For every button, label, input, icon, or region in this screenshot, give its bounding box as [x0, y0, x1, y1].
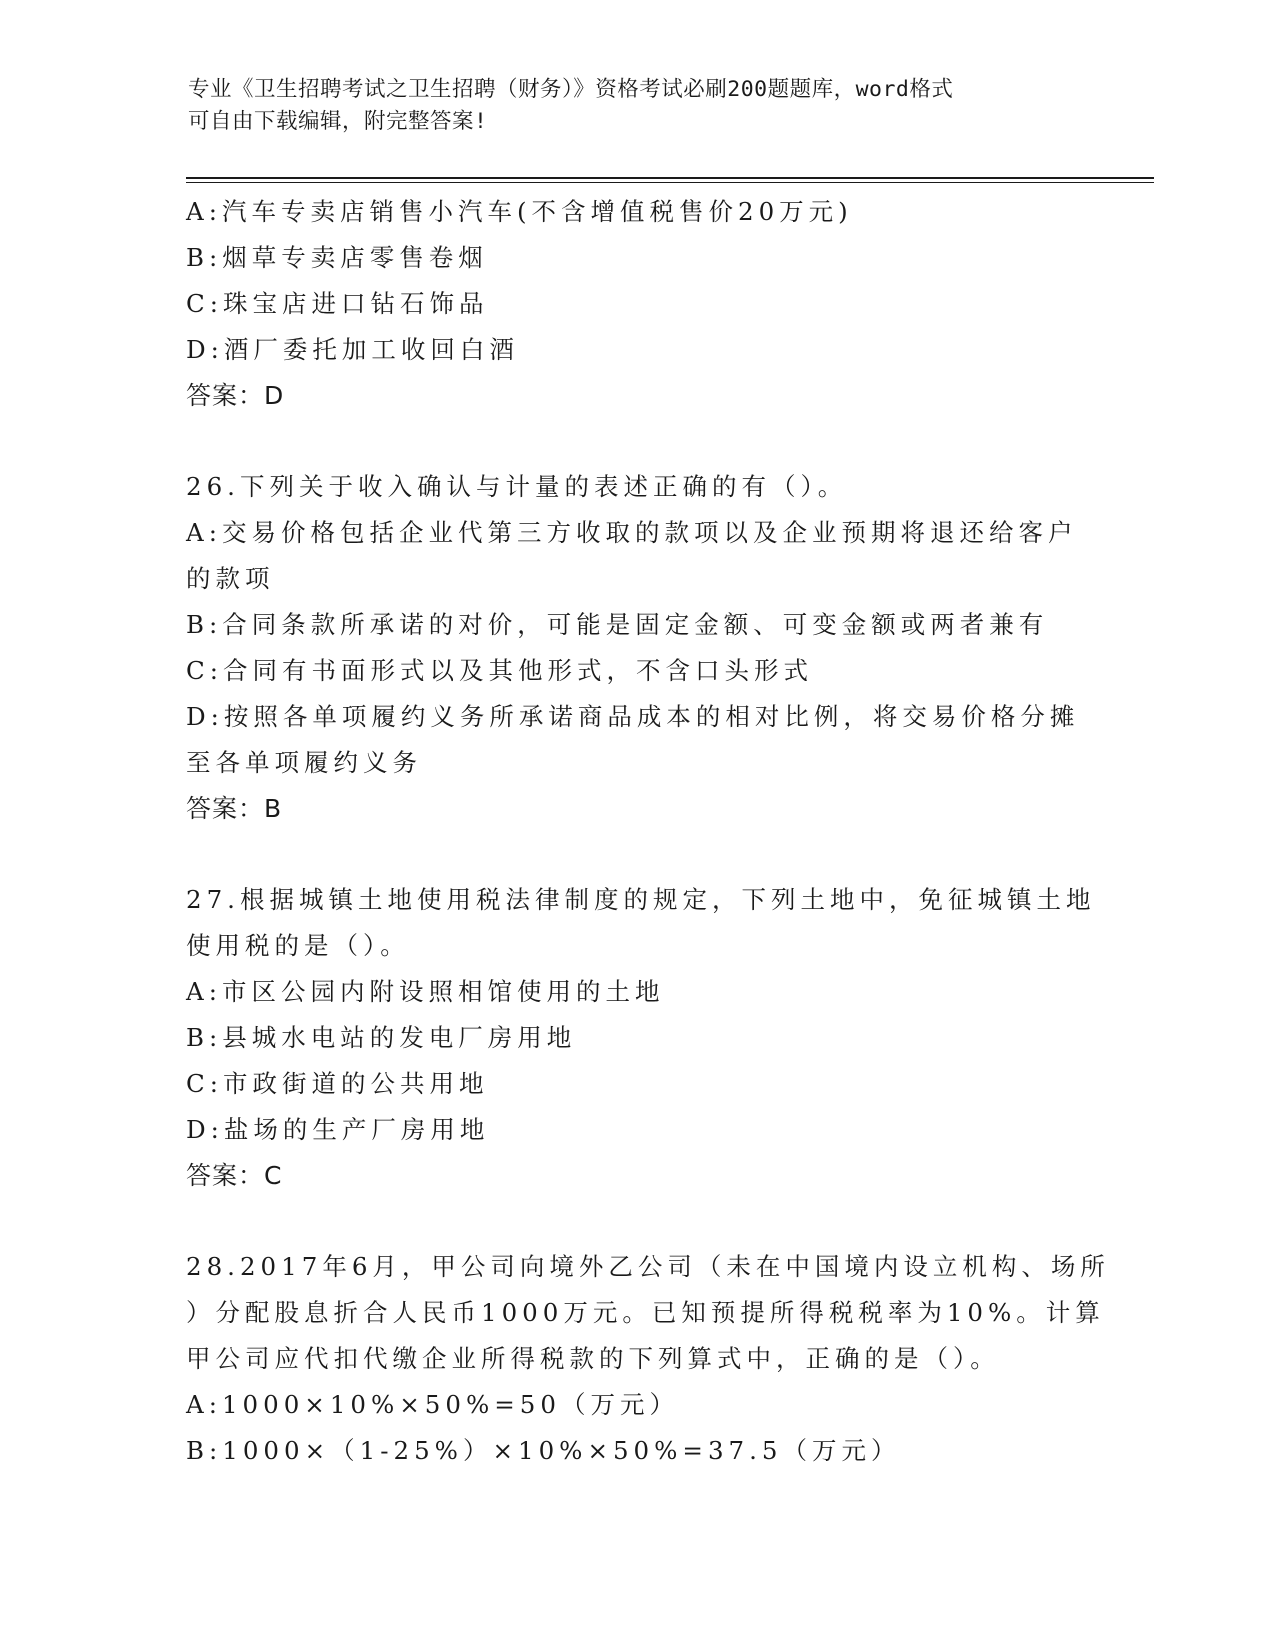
- option-a: A:市区公园内附设照相馆使用的土地: [186, 977, 665, 1006]
- option-a-continued: 的款项: [186, 564, 275, 593]
- header-rule-thick: [186, 177, 1154, 179]
- question-text: 26.下列关于收入确认与计量的表述正确的有（）。: [186, 472, 848, 501]
- answer-label: 答案：B: [186, 794, 283, 823]
- option-c: C:合同有书面形式以及其他形式，不含口头形式: [186, 656, 813, 685]
- option-d: D:按照各单项履约义务所承诺商品成本的相对比例，将交易价格分摊: [186, 702, 1080, 731]
- spacer: [186, 1199, 1086, 1244]
- question-27-block: [186, 877, 1096, 1199]
- answer-label: 答案：D: [186, 381, 285, 410]
- question-25-block: [186, 189, 1086, 419]
- option-b: B:烟草专卖店零售卷烟: [186, 243, 488, 272]
- option-b: B:1000×（1-25%）×10%×50%=37.5（万元）: [186, 1436, 901, 1465]
- question-text: 28.2017年6月，甲公司向境外乙公司（未在中国境内设立机构、场所: [186, 1252, 1110, 1281]
- option-d: D:盐场的生产厂房用地: [186, 1115, 490, 1144]
- option-a: A:交易价格包括企业代第三方收取的款项以及企业预期将退还给客户: [186, 518, 1078, 547]
- header-line-2: 可自由下载编辑，附完整答案!: [188, 109, 488, 134]
- option-d: D:酒厂委托加工收回白酒: [186, 335, 519, 364]
- option-d-continued: 至各单项履约义务: [186, 748, 422, 777]
- question-26-block: [186, 464, 1086, 832]
- option-c: C:珠宝店进口钻石饰品: [186, 289, 489, 318]
- spacer: [186, 419, 1086, 464]
- option-b: B:县城水电站的发电厂房用地: [186, 1023, 577, 1052]
- document-header: [188, 74, 1088, 138]
- question-text-continued: 使用税的是（）。: [186, 931, 410, 960]
- question-28-block: [186, 1244, 1110, 1474]
- question-text: 27.根据城镇土地使用税法律制度的规定，下列土地中，免征城镇土地: [186, 885, 1096, 914]
- option-b: B:合同条款所承诺的对价，可能是固定金额、可变金额或两者兼有: [186, 610, 1049, 639]
- question-body: [186, 189, 1110, 1474]
- option-c: C:市政街道的公共用地: [186, 1069, 489, 1098]
- option-a: A:汽车专卖店销售小汽车(不含增值税售价20万元): [186, 197, 853, 226]
- spacer: [186, 832, 1086, 877]
- answer-label: 答案：C: [186, 1161, 283, 1190]
- header-line-1: 专业《卫生招聘考试之卫生招聘（财务）》资格考试必刷200题题库，word格式: [188, 77, 954, 102]
- option-a: A:1000×10%×50%=50（万元）: [186, 1390, 679, 1419]
- question-text-continued: ）分配股息折合人民币1000万元。已知预提所得税税率为10%。计算: [186, 1298, 1105, 1327]
- header-rule-thin: [186, 182, 1154, 183]
- question-text-continued: 甲公司应代扣代缴企业所得税款的下列算式中，正确的是（）。: [186, 1344, 1000, 1373]
